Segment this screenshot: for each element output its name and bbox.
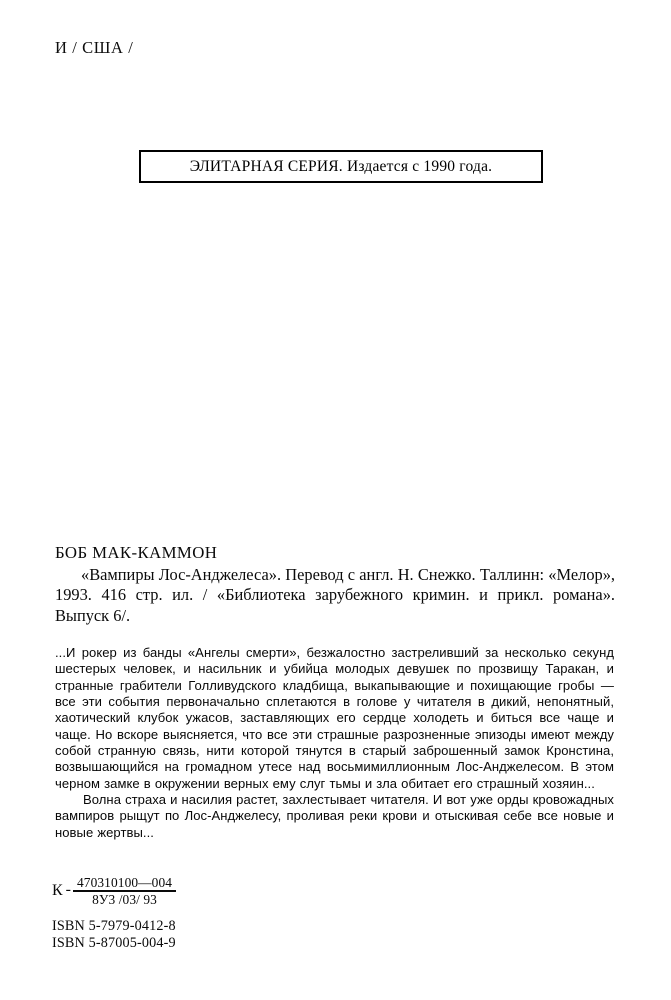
isbn-list [52, 918, 176, 952]
series-banner-text: ЭЛИТАРНАЯ СЕРИЯ. Издается с 1990 года. [189, 157, 493, 175]
catalogue-letter: К [52, 882, 63, 899]
colophon-block [52, 873, 176, 952]
bibliographic-record [55, 543, 615, 626]
catalogue-numerator: 470310100—004 [77, 874, 173, 890]
annotation-paragraph-1: ...И рокер из банды «Ангелы смерти», безжалостно застреливший за несколько секунд шестерых человек, и насильник и убийца молодых девушек по прозвищу Таракан, и странные грабители Голливудского кладбища, выкапывающие и похищающие гробы — все эти события первоначально сплетаются в голове у читателя в дикий, непонятный, хаотический клубок ужасов, заставляющих его сердце холодеть и биться все чаще и чаще. Но вскоре выясняется, что все эти страшные разрозненные эпизоды имеют между собой странную связь, нити которой тянутся в старый заброшенный замок Кронстина, возвышающийся на громадном утесе над восьмимиллионным Лос-Анджелесом. В этом черном замке в окружении верных ему слуг тьмы и зла обитает его страшный хозяин... [55, 645, 614, 791]
annotation-paragraph-2: Волна страха и насилия растет, захлестывает читателя. И вот уже орды кровожадных вампиров рыщут по Лос-Анджелесу, проливая реки крови и отыскивая себе все новые и новые жертвы... [55, 792, 614, 840]
catalogue-sign [52, 873, 176, 909]
catalogue-fraction [73, 876, 176, 906]
catalogue-dash: - [65, 881, 71, 898]
bibliographic-description: «Вампиры Лос-Анджелеса». Перевод с англ. Н. Снежко. Таллинн: «Мелор», 1993. 416 стр. ил. / «Библиотека зарубежного кримин. и прикл. романа». Выпуск 6/. [55, 564, 615, 625]
annotation-block [55, 645, 614, 841]
isbn-primary: ISBN 5-7979-0412-8 [52, 918, 176, 934]
isbn-secondary: ISBN 5-87005-004-9 [52, 935, 176, 951]
catalogue-denominator: 8У3 /03/ 93 [92, 891, 157, 907]
country-marker: И / США / [55, 38, 134, 57]
series-banner-box [139, 150, 543, 183]
author-name: БОБ МАК-КАММОН [55, 543, 218, 562]
